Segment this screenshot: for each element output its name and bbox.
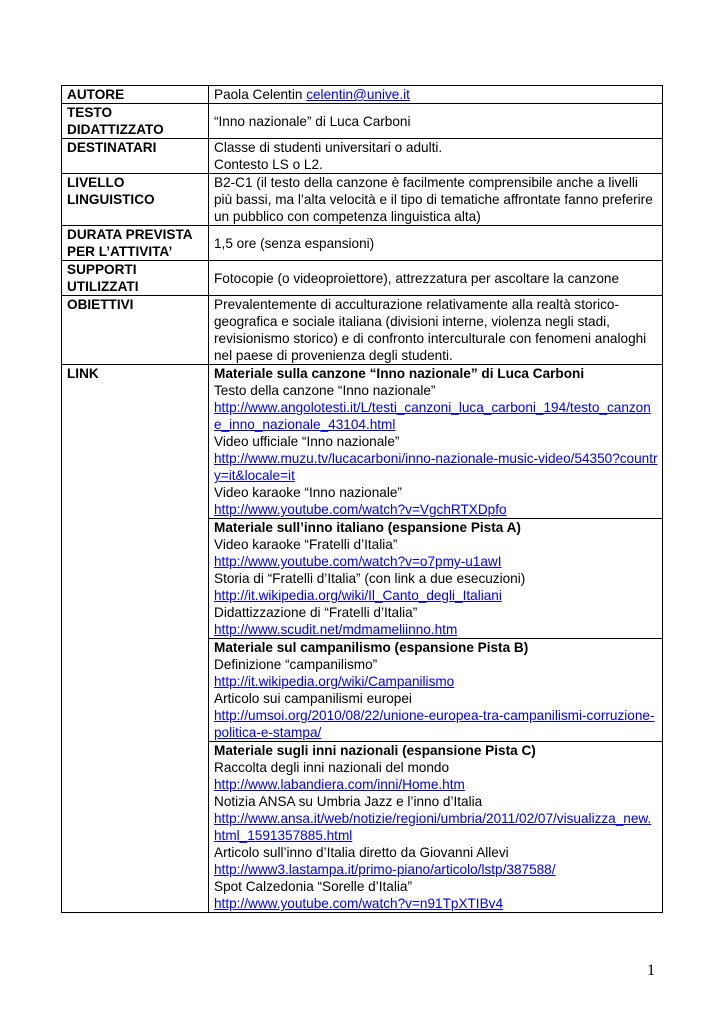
resource-link[interactable]: http://www.youtube.com/watch?v=o7pmy-u1awI (214, 554, 502, 569)
link-description: Video karaoke “Inno nazionale” (214, 485, 402, 500)
row-value: Prevalentemente di acculturazione relativamente alla realtà storico-geografica e sociale italiana (divisioni interne, violenza negli stadi, revisionismo storico) e di confronto interculturale con fenomeni analoghi nel paese di provenienza degli studenti. (209, 296, 663, 365)
resource-link[interactable]: http://www.muzu.tv/lucacarboni/inno-nazionale-music-video/54350?country=it&locale=it (214, 451, 658, 483)
resource-link[interactable]: http://www3.lastampa.it/primo-piano/articolo/lstp/387588/ (214, 862, 556, 877)
link-description: Testo della canzone “Inno nazionale” (214, 383, 436, 398)
link-description: Video ufficiale “Inno nazionale” (214, 434, 400, 449)
row-livello (62, 174, 663, 226)
section-heading: Materiale sulla canzone “Inno nazionale” di Luca Carboni (214, 366, 585, 381)
resource-link[interactable]: http://www.labandiera.com/inni/Home.htm (214, 777, 465, 792)
row-label: DESTINATARI (62, 139, 209, 174)
row-link-section-1 (62, 365, 663, 519)
link-section (209, 742, 663, 913)
link-section (209, 519, 663, 639)
link-description: Storia di “Fratelli d’Italia” (con link a due esecuzioni) (214, 571, 526, 586)
row-durata (62, 226, 663, 261)
value-line: Contesto LS o L2. (214, 157, 323, 172)
resource-link[interactable]: http://www.youtube.com/watch?v=n91TpXTIBv4 (214, 896, 504, 911)
row-label: AUTORE (62, 86, 209, 104)
row-value: “Inno nazionale” di Luca Carboni (209, 104, 663, 139)
link-description: Articolo sui campanilismi europei (214, 691, 412, 706)
section-heading: Materiale sugli inni nazionali (espansione Pista C) (214, 743, 536, 758)
lesson-plan-table (61, 85, 663, 913)
resource-link[interactable]: http://www.scudit.net/mdmameliinno.htm (214, 622, 458, 637)
resource-link[interactable]: http://it.wikipedia.org/wiki/Il_Canto_degli_Italiani (214, 588, 502, 603)
link-description: Notizia ANSA su Umbria Jazz e l’inno d’Italia (214, 794, 483, 809)
page-number: 1 (647, 962, 655, 979)
row-supporti (62, 261, 663, 296)
row-value: 1,5 ore (senza espansioni) (209, 226, 663, 261)
row-label: TESTO DIDATTIZZATO (62, 104, 209, 139)
link-section (209, 365, 663, 519)
link-description: Didattizzazione di “Fratelli d’Italia” (214, 605, 418, 620)
author-name: Paola Celentin (214, 87, 307, 102)
link-section (209, 639, 663, 742)
resource-link[interactable]: http://www.youtube.com/watch?v=VgchRTXDpfo (214, 502, 507, 517)
row-label: LIVELLO LINGUISTICO (62, 174, 209, 226)
row-label: OBIETTIVI (62, 296, 209, 365)
resource-link[interactable]: http://umsoi.org/2010/08/22/unione-europea-tra-campanilismi-corruzione-politica-e-stampa/ (214, 708, 655, 740)
row-obiettivi (62, 296, 663, 365)
link-description: Definizione “campanilismo” (214, 657, 378, 672)
row-value: Fotocopie (o videoproiettore), attrezzatura per ascoltare la canzone (209, 261, 663, 296)
author-email-link[interactable]: celentin@unive.it (306, 87, 410, 102)
link-description: Articolo sull’inno d’Italia diretto da Giovanni Allevi (214, 845, 509, 860)
link-description: Spot Calzedonia “Sorelle d’Italia” (214, 879, 412, 894)
section-heading: Materiale sul campanilismo (espansione Pista B) (214, 640, 529, 655)
row-value (209, 86, 663, 104)
row-autore (62, 86, 663, 104)
value-line: Classe di studenti universitari o adulti. (214, 140, 443, 155)
row-label: LINK (62, 365, 209, 913)
row-destinatari (62, 139, 663, 174)
resource-link[interactable]: http://www.angolotesti.it/L/testi_canzoni_luca_carboni_194/testo_canzone_inno_nazionale_43104.html (214, 400, 651, 432)
section-heading: Materiale sull’inno italiano (espansione Pista A) (214, 520, 521, 535)
resource-link[interactable]: http://www.ansa.it/web/notizie/regioni/umbria/2011/02/07/visualizza_new.html_1591357885.html (214, 811, 652, 843)
link-description: Video karaoke “Fratelli d’Italia” (214, 537, 398, 552)
row-testo (62, 104, 663, 139)
row-label: DURATA PREVISTA PER L’ATTIVITA’ (62, 226, 209, 261)
row-label: SUPPORTI UTILIZZATI (62, 261, 209, 296)
row-value (209, 139, 663, 174)
link-description: Raccolta degli inni nazionali del mondo (214, 760, 450, 775)
row-value: B2-C1 (il testo della canzone è facilmente comprensibile anche a livelli più bassi, ma l’alta velocità e il tipo di tematiche affrontate fanno preferire un pubblico con competenza linguistica alta) (209, 174, 663, 226)
resource-link[interactable]: http://it.wikipedia.org/wiki/Campanilismo (214, 674, 455, 689)
